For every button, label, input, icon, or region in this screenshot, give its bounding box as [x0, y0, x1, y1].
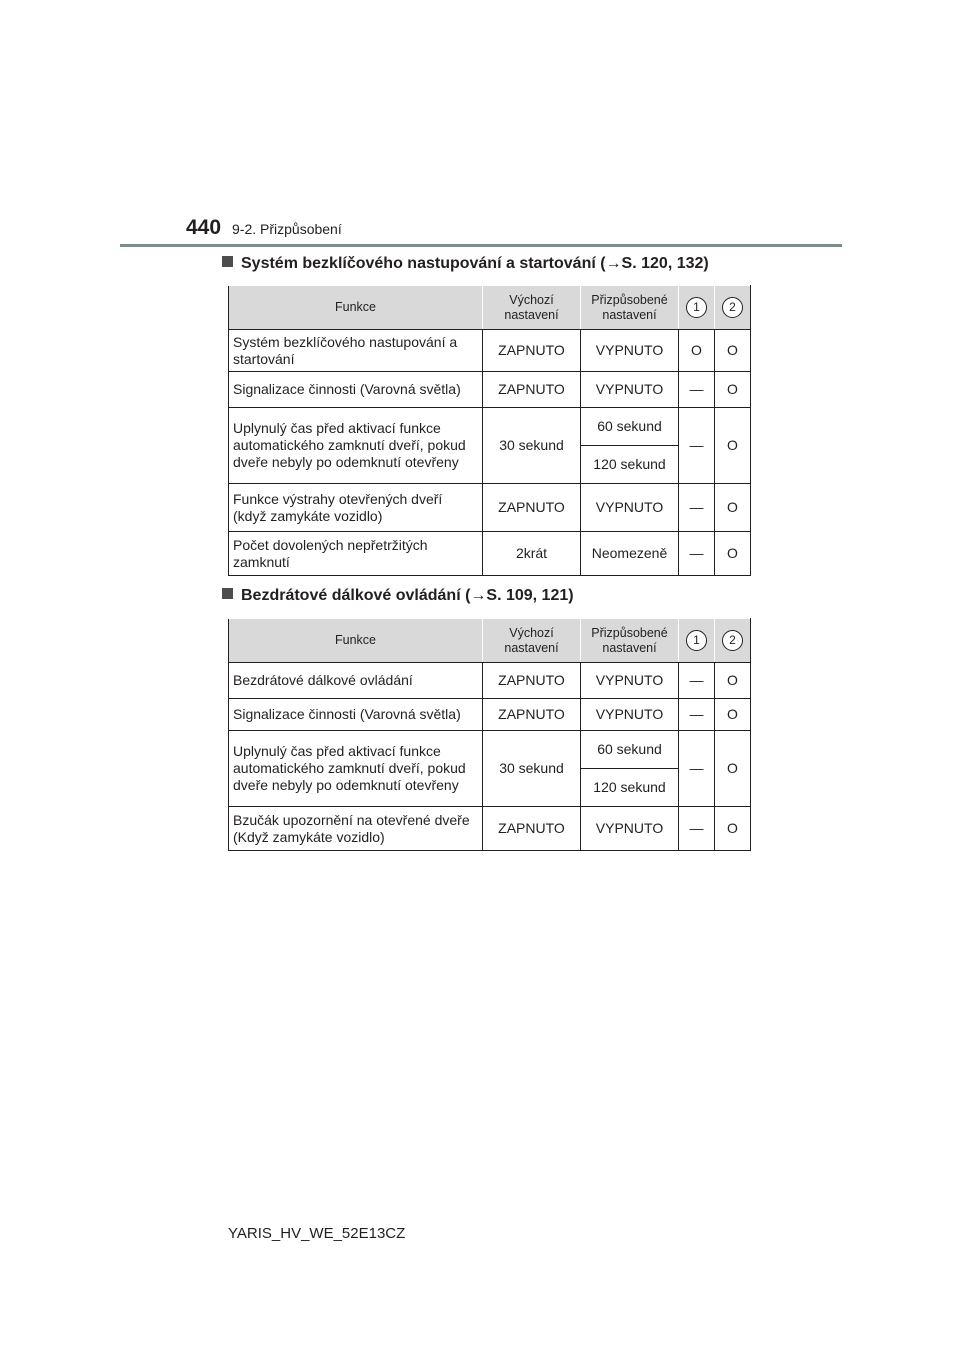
- function-cell: Funkce výstrahy otevřených dveří (když zamykáte vozidlo): [229, 484, 483, 532]
- square-bullet-icon: [222, 256, 233, 267]
- custom-value-cell: VYPNUTO: [581, 663, 679, 699]
- default-value-cell: ZAPNUTO: [483, 484, 581, 532]
- table-row: [229, 330, 751, 372]
- function-cell: Uplynulý čas před aktivací funkce automatického zamknutí dveří, pokud dveře nebyly po odemknutí otevřeny: [229, 731, 483, 807]
- column-1-mark: —: [679, 372, 715, 408]
- col-header-custom: Přizpůsobené nastavení: [581, 286, 679, 330]
- function-cell: Uplynulý čas před aktivací funkce automatického zamknutí dveří, pokud dveře nebyly po odemknutí otevřeny: [229, 408, 483, 484]
- custom-value-cell: 60 sekund: [581, 731, 679, 769]
- col-header-2: [715, 619, 751, 663]
- default-value-cell: 2krát: [483, 532, 581, 576]
- column-2-mark: O: [715, 408, 751, 484]
- document-code: YARIS_HV_WE_52E13CZ: [228, 1225, 406, 1242]
- default-value-cell: 30 sekund: [483, 408, 581, 484]
- function-cell: Systém bezklíčového nastupování a startování: [229, 330, 483, 372]
- column-2-mark: O: [715, 532, 751, 576]
- col-header-function: Funkce: [229, 619, 483, 663]
- section-title-text: Systém bezklíčového nastupování a startování (→S. 120, 132): [241, 255, 709, 272]
- circled-number-1: 1: [686, 297, 707, 318]
- table-header-row: [229, 286, 751, 330]
- default-value-cell: ZAPNUTO: [483, 663, 581, 699]
- page-number: 440: [186, 216, 222, 239]
- col-header-default: Výchozí nastavení: [483, 619, 581, 663]
- circled-number-2: 2: [722, 297, 743, 318]
- custom-value-cell: VYPNUTO: [581, 372, 679, 408]
- custom-value-cell: VYPNUTO: [581, 330, 679, 372]
- default-value-cell: ZAPNUTO: [483, 807, 581, 851]
- settings-table: [228, 618, 751, 851]
- table-row: [229, 663, 751, 699]
- function-cell: Počet dovolených nepřetržitých zamknutí: [229, 532, 483, 576]
- default-value-cell: ZAPNUTO: [483, 330, 581, 372]
- section-title: [222, 587, 574, 605]
- custom-value-cell: VYPNUTO: [581, 807, 679, 851]
- custom-value-cell: 120 sekund: [581, 446, 679, 484]
- circled-number-1: 1: [686, 630, 707, 651]
- col-header-function: Funkce: [229, 286, 483, 330]
- default-value-cell: ZAPNUTO: [483, 699, 581, 731]
- custom-value-cell: VYPNUTO: [581, 699, 679, 731]
- col-header-1: [679, 286, 715, 330]
- default-value-cell: 30 sekund: [483, 731, 581, 807]
- column-2-mark: O: [715, 330, 751, 372]
- col-header-custom: Přizpůsobené nastavení: [581, 619, 679, 663]
- custom-value-cell: VYPNUTO: [581, 484, 679, 532]
- custom-value-cell: Neomezeně: [581, 532, 679, 576]
- square-bullet-icon: [222, 588, 233, 599]
- chapter-title: 9-2. Přizpůsobení: [232, 221, 342, 237]
- column-1-mark: —: [679, 408, 715, 484]
- column-1-mark: —: [679, 663, 715, 699]
- column-1-mark: O: [679, 330, 715, 372]
- table-row: [229, 408, 751, 446]
- function-cell: Signalizace činnosti (Varovná světla): [229, 699, 483, 731]
- table-row: [229, 731, 751, 769]
- function-cell: Bezdrátové dálkové ovládání: [229, 663, 483, 699]
- column-2-mark: O: [715, 699, 751, 731]
- circled-number-2: 2: [722, 630, 743, 651]
- column-1-mark: —: [679, 699, 715, 731]
- column-2-mark: O: [715, 372, 751, 408]
- column-2-mark: O: [715, 484, 751, 532]
- column-1-mark: —: [679, 484, 715, 532]
- col-header-2: [715, 286, 751, 330]
- function-cell: Signalizace činnosti (Varovná světla): [229, 372, 483, 408]
- column-1-mark: —: [679, 532, 715, 576]
- table-header-row: [229, 619, 751, 663]
- function-cell: Bzučák upozornění na otevřené dveře (Když zamykáte vozidlo): [229, 807, 483, 851]
- column-2-mark: O: [715, 807, 751, 851]
- table-row: [229, 484, 751, 532]
- table-row: [229, 532, 751, 576]
- settings-table: [228, 285, 751, 576]
- custom-value-cell: 60 sekund: [581, 408, 679, 446]
- header-rule: [120, 244, 842, 247]
- column-1-mark: —: [679, 731, 715, 807]
- table-row: [229, 372, 751, 408]
- col-header-default: Výchozí nastavení: [483, 286, 581, 330]
- section-title-text: Bezdrátové dálkové ovládání (→S. 109, 121): [241, 587, 574, 604]
- default-value-cell: ZAPNUTO: [483, 372, 581, 408]
- column-1-mark: —: [679, 807, 715, 851]
- col-header-1: [679, 619, 715, 663]
- column-2-mark: O: [715, 731, 751, 807]
- custom-value-cell: 120 sekund: [581, 769, 679, 807]
- table-row: [229, 699, 751, 731]
- table-row: [229, 807, 751, 851]
- column-2-mark: O: [715, 663, 751, 699]
- section-title: [222, 255, 709, 273]
